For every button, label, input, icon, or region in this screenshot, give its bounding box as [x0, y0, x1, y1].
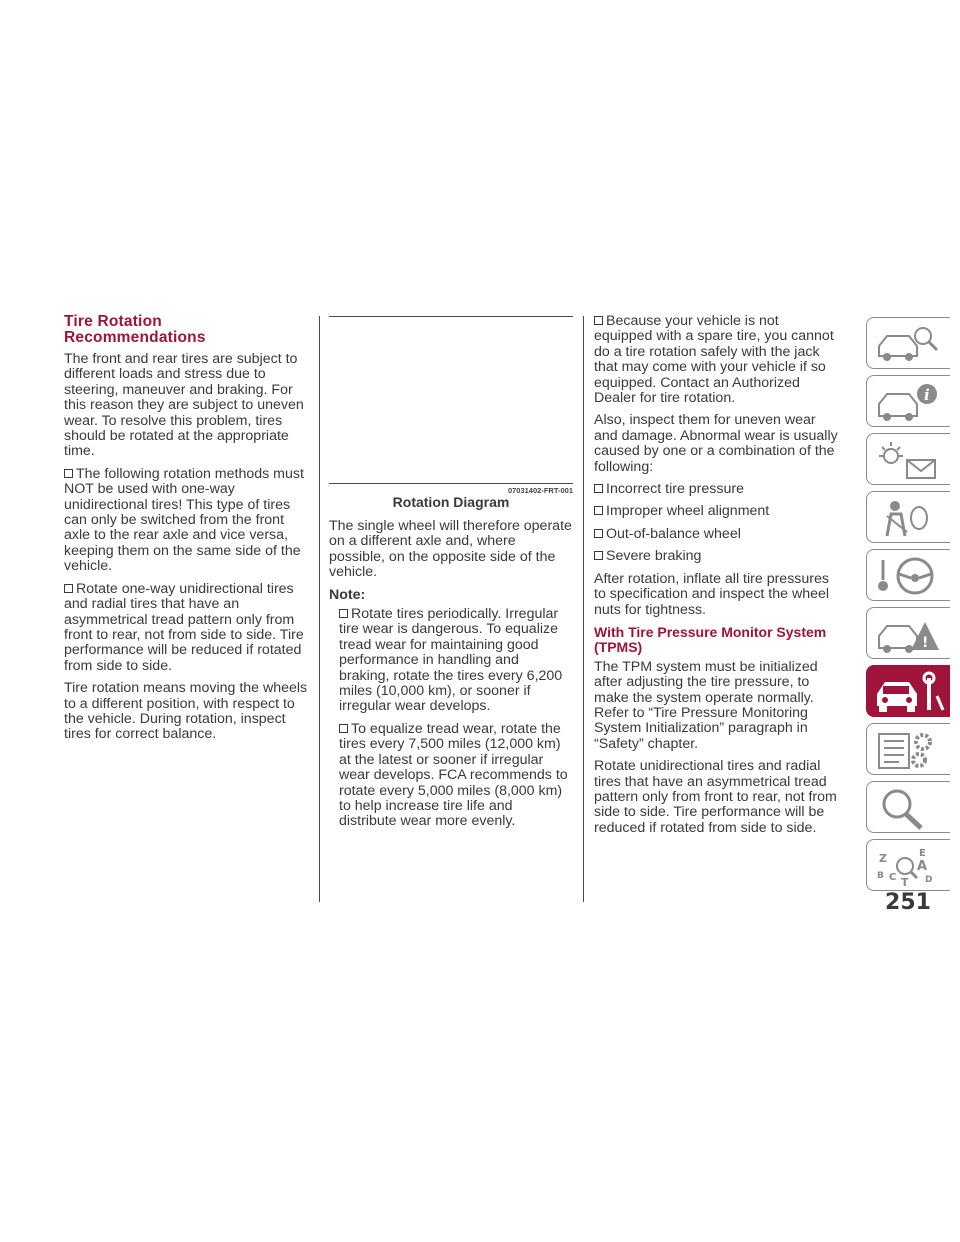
bullet-box-icon: [594, 529, 603, 538]
tab-starting-operating[interactable]: [866, 549, 950, 601]
bullet-box-icon: [64, 469, 73, 478]
car-crash-icon: [873, 612, 947, 656]
svg-text:B: B: [877, 871, 884, 881]
tab-in-case-of-emergency[interactable]: [866, 607, 950, 659]
cause-item: Severe braking: [594, 549, 838, 564]
tab-servicing-maintenance[interactable]: [866, 665, 950, 717]
bullet-box-icon: [594, 316, 603, 325]
section-title: Tire Rotation Recommendations: [64, 313, 206, 346]
car-wrench-icon: [873, 670, 947, 714]
tab-getting-to-know[interactable]: [866, 317, 950, 369]
magnifier-icon: [873, 786, 947, 830]
page-number: 251: [885, 890, 931, 915]
svg-text:D: D: [925, 875, 933, 885]
note-item-2: To equalize tread wear, rotate the tires every 7,500 miles (12,000 km) at the latest or sooner if irregular wear develops. FCA recommends to rotate every 5,000 miles (8,000 km) to help increase tire life and distribute wear more evenly.: [339, 720, 568, 830]
column-right: [594, 314, 838, 843]
car-info-icon: [873, 380, 947, 424]
rotation-meaning-paragraph: Tire rotation means moving the wheels to a different position, with respect to the vehicle. During rotation, inspect tires for correct balance.: [64, 680, 308, 743]
bullet-box-icon: [339, 609, 348, 618]
note-label: Note:: [329, 586, 366, 603]
spare-tire-note: Because your vehicle is not equipped with a spare tire, you cannot do a tire rotation safely with the jack that may come with your vehicle if so equipped. Contact an Authorized Dealer for tire rotation.: [594, 313, 834, 407]
chapter-tabs: [866, 317, 950, 897]
svg-text:Z: Z: [879, 852, 887, 865]
svg-text:i: i: [924, 386, 930, 404]
tab-safety[interactable]: [866, 491, 950, 543]
svg-text:E: E: [919, 848, 926, 859]
car-search-icon: [873, 322, 947, 366]
cause-item: Out-of-balance wheel: [594, 527, 838, 542]
tab-warning-lights[interactable]: [866, 433, 950, 485]
note-item-1: Rotate tires periodically. Irregular tire wear is dangerous. To equalize tread wear for maintaining good performance in handling and braking, rotate the tires every 6,200 miles (10,000 km), or sooner if irregular wear develops.: [339, 606, 563, 715]
bullet-box-icon: [594, 484, 603, 493]
tpms-paragraph: The TPM system must be initialized after adjusting the tire pressure, to make the system operate normally. Refer to “Tire Pressure Monitoring System Initialization” paragraph in “Safety” chapter.: [594, 658, 818, 752]
column-divider: [583, 316, 584, 902]
column-middle: [329, 314, 573, 837]
rotate-unidirectional-paragraph: Rotate unidirectional tires and radial tires that have an asymmetrical tread pattern only from front to rear, not from side to side. Tire performance will be reduced if rotated from side to side.: [594, 758, 837, 836]
tab-search[interactable]: [866, 781, 950, 833]
tpms-heading: With Tire Pressure Monitor System (TPMS): [594, 623, 827, 656]
svg-text:!: !: [922, 635, 929, 651]
tab-technical-specifications[interactable]: [866, 723, 950, 775]
svg-text:A: A: [917, 859, 928, 874]
svg-text:T: T: [901, 876, 909, 888]
bullet-box-icon: [64, 584, 73, 593]
svg-text:C: C: [889, 872, 897, 883]
airbag-safety-icon: [873, 496, 947, 540]
specs-gear-icon: [873, 728, 947, 772]
tab-index[interactable]: [866, 839, 950, 891]
warning-lights-icon: [873, 438, 947, 482]
single-wheel-paragraph: The single wheel will therefore operate on a different axle and, where possible, on the opposite side of the vehicle.: [329, 518, 572, 581]
column-left: [64, 314, 310, 750]
bullet-box-icon: [339, 724, 348, 733]
index-letters-icon: [873, 844, 947, 888]
cause-item: Improper wheel alignment: [594, 504, 838, 519]
bullet-unidirectional: Rotate one-way unidirectional tires and radial tires that have an asymmetrical tread pattern only from front to rear, not from side to side. Tire performance will be reduced if rotated from side to side.: [64, 580, 304, 674]
tab-instrument-panel[interactable]: [866, 375, 950, 427]
column-divider: [319, 316, 320, 902]
inspect-intro-paragraph: Also, inspect them for uneven wear and damage. Abnormal wear is usually caused by one or a combination of the following:: [594, 412, 838, 475]
after-rotation-paragraph: After rotation, inflate all tire pressures to specification and inspect the wheel nuts for tightness.: [594, 570, 830, 618]
bullet-box-icon: [594, 551, 603, 560]
bullet-one-way-warning: The following rotation methods must NOT be used with one-way unidirectional tires! This type of tires can only be switched from the front axle to the rear axle and vice versa, keeping them on the same side of the vehicle.: [64, 465, 304, 575]
caption-rule: [329, 483, 573, 484]
figure-caption: Rotation Diagram: [392, 494, 510, 510]
steering-wheel-icon: [873, 554, 947, 598]
bullet-box-icon: [594, 506, 603, 515]
intro-paragraph: The front and rear tires are subject to different loads and stress due to steering, maneuver and braking. For this reason they are subject to uneven wear. To resolve this problem, tires should be rotated at the appropriate time.: [64, 351, 304, 460]
rotation-diagram-figure: [329, 316, 573, 483]
cause-item: Incorrect tire pressure: [594, 482, 838, 497]
figure-code: 07031402-FRT-001: [507, 486, 573, 495]
